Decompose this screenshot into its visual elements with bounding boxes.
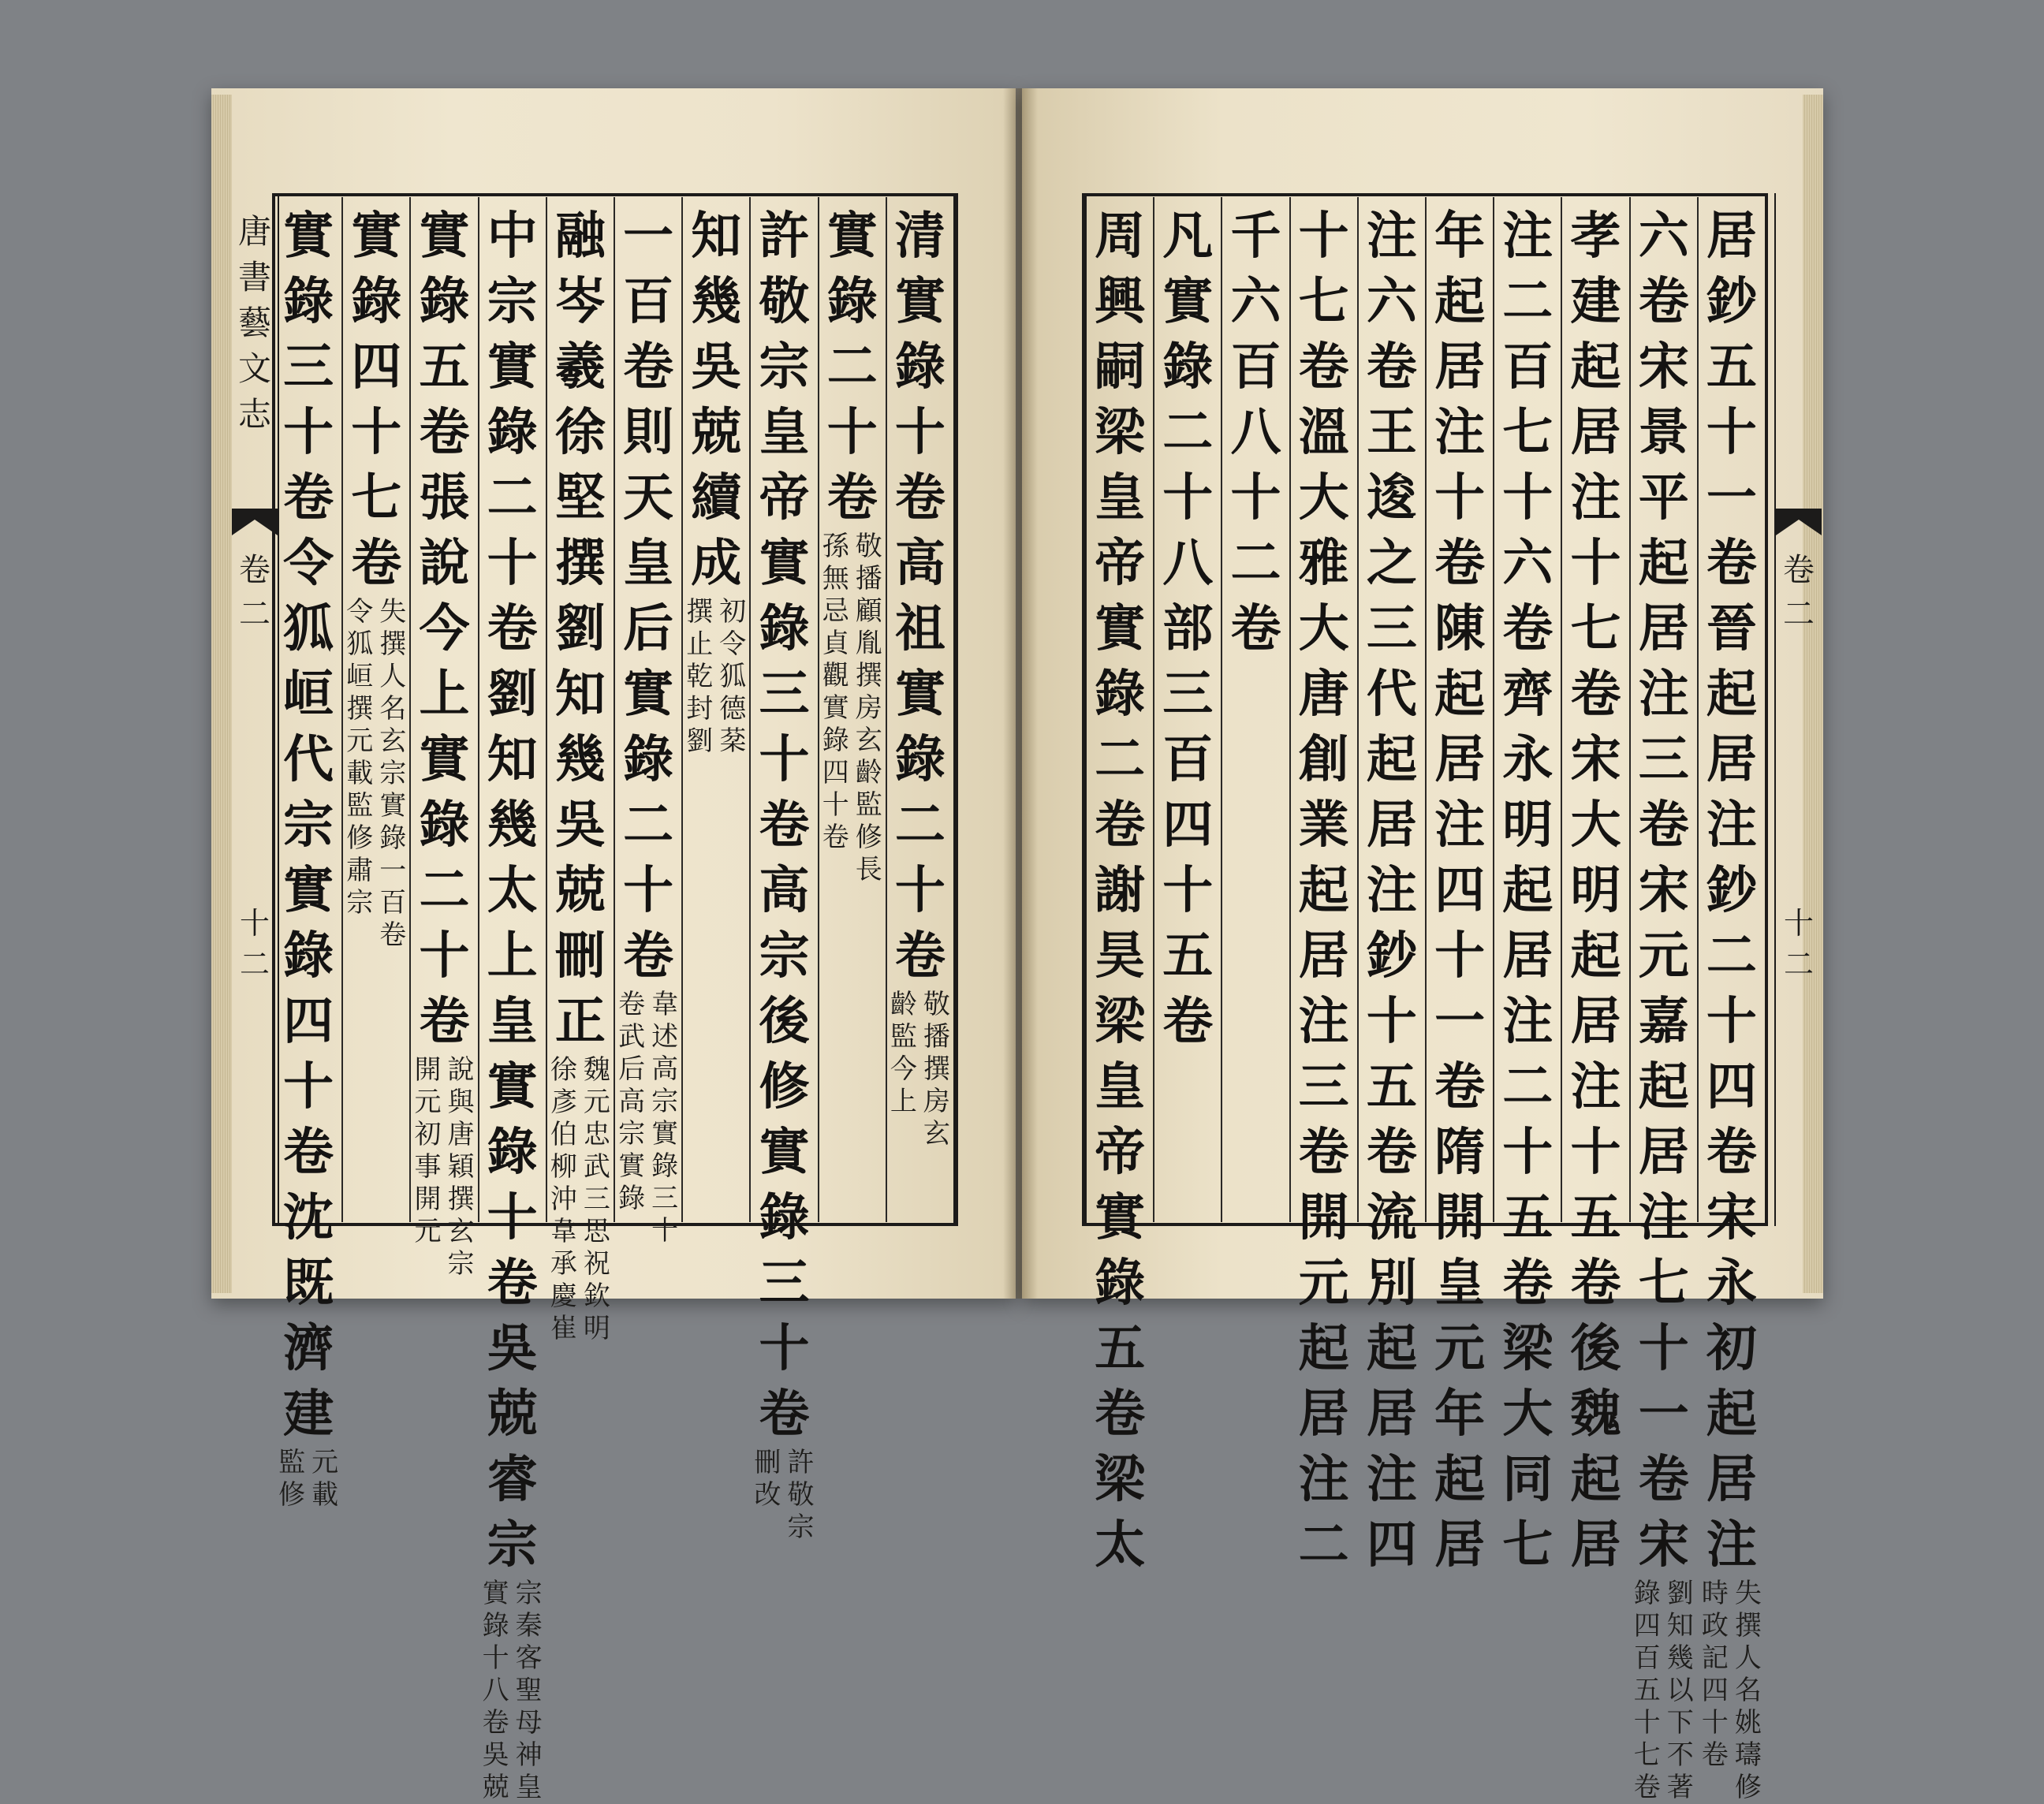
fishtail-mark — [1776, 509, 1822, 535]
left-column-6: 融 岑 羲 徐 堅 撰 劉 知 幾 吳 兢 刪 正 魏 元 忠 武 三 思 祝 欽 明 徐 彥 伯 柳 沖 韋 承 慶 崔 — [546, 197, 614, 1222]
left-annotation-1: 敬 播 撰 房 玄 齡 監 今 上 — [890, 989, 950, 1150]
left-annotation-2: 敬 播 顧 胤 撰 房 玄 齡 監 修 長 孫 無 忌 貞 觀 實 錄 四 十 卷 — [822, 531, 882, 885]
margin-volume: 卷 二 — [1783, 552, 1815, 632]
right-column-6: 注 六 卷 王 逡 之 三 代 起 居 注 鈔 十 五 卷 流 別 起 居 注 四 — [1357, 197, 1425, 1222]
right-column-5: 年 起 居 注 十 卷 陳 起 居 注 四 十 一 卷 隋 開 皇 元 年 起 居 — [1425, 197, 1493, 1222]
right-column-10: 周 興 嗣 梁 皇 帝 實 錄 二 卷 謝 昊 梁 皇 帝 實 錄 五 卷 梁 太 — [1095, 207, 1146, 1575]
left-column-2: 實 錄 二 十 卷 敬 播 顧 胤 撰 房 玄 齡 監 修 長 孫 無 忌 貞 觀 實 錄 四 十 卷 — [818, 197, 886, 1222]
right-column-2: 六 卷 宋 景 平 起 居 注 三 卷 宋 元 嘉 起 居 注 七 十 一 卷 宋 劉 知 幾 以 下 不 著 錄 四 百 五 十 七 卷 — [1629, 197, 1697, 1222]
right-column-3: 孝 建 起 居 注 十 七 卷 宋 大 明 起 居 注 十 五 卷 後 魏 起 居 — [1561, 197, 1628, 1222]
left-annotation-10: 元 載 監 修 — [278, 1447, 339, 1511]
margin-page-number: 十 二 — [1783, 906, 1814, 982]
left-column-4: 知 幾 吳 兢 續 成 初 令 狐 德 棻 撰 止 乾 封 劉 — [681, 197, 749, 1222]
left-column-3: 許 敬 宗 皇 帝 實 錄 三 十 卷 高 宗 後 修 實 錄 三 十 卷 許 敬 宗 刪 改 — [749, 197, 817, 1222]
left-annotation-7: 宗 秦 客 聖 母 神 皇 實 錄 十 八 卷 吳 兢 — [482, 1578, 543, 1803]
right-column-7: 十 七 卷 溫 大 雅 大 唐 創 業 起 居 注 三 卷 開 元 起 居 注 二 — [1289, 197, 1357, 1222]
right-column-9: 凡 實 錄 二 十 八 部 三 百 四 十 五 卷 — [1153, 197, 1221, 1222]
right-page-text — [1087, 197, 1765, 1803]
left-annotation-3: 許 敬 宗 刪 改 — [754, 1447, 815, 1543]
margin-volume: 卷 二 — [239, 552, 270, 632]
right-fold-margin — [1774, 193, 1823, 1226]
book-gutter — [1003, 88, 1038, 1299]
margin-title: 唐 書 藝 文 志 — [237, 212, 271, 434]
left-annotation-6: 魏 元 忠 武 三 思 祝 欽 明 徐 彥 伯 柳 沖 韋 承 慶 崔 — [550, 1054, 610, 1344]
left-column-5: 一 百 卷 則 天 皇 后 實 錄 二 十 卷 韋 述 高 宗 實 錄 三 十 卷 武 后 高 宗 實 錄 — [614, 197, 681, 1222]
left-column-9: 實 錄 四 十 七 卷 失 撰 人 名 玄 宗 實 錄 一 百 卷 令 狐 峘 撰 元 載 監 修 肅 宗 — [341, 197, 409, 1222]
right-annotation-1: 失 撰 人 名 姚 璹 修 時 政 記 四 十 卷 — [1701, 1578, 1762, 1803]
left-page-edges — [211, 95, 232, 1293]
left-column-8: 實 錄 五 卷 張 說 今 上 實 錄 二 十 卷 說 與 唐 穎 撰 玄 宗 開 元 初 事 開 元 — [409, 197, 477, 1222]
margin-page-number: 十 二 — [239, 906, 270, 982]
right-column-8: 千 六 百 八 十 二 卷 — [1221, 197, 1289, 1222]
left-column-10: 實 錄 三 十 卷 令 狐 峘 代 宗 實 錄 四 十 卷 沈 既 濟 建 元 載 監 修 — [275, 197, 341, 1222]
left-column-7: 中 宗 實 錄 二 十 卷 劉 知 幾 太 上 皇 實 錄 十 卷 吳 兢 睿 宗 宗 秦 客 聖 母 神 皇 實 錄 十 八 卷 吳 兢 — [478, 197, 546, 1222]
left-annotation-4: 初 令 狐 德 棻 撰 止 乾 封 劉 — [686, 596, 747, 757]
right-annotation-2: 劉 知 幾 以 下 不 著 錄 四 百 五 十 七 卷 — [1633, 1578, 1694, 1803]
left-annotation-8: 說 與 唐 穎 撰 玄 宗 開 元 初 事 開 元 — [414, 1054, 475, 1280]
left-annotation-5: 韋 述 高 宗 實 錄 三 十 卷 武 后 高 宗 實 錄 — [618, 989, 679, 1247]
left-column-1: 清 實 錄 十 卷 高 祖 實 錄 二 十 卷 敬 播 撰 房 玄 齡 監 今 上 — [886, 197, 953, 1222]
left-annotation-9: 失 撰 人 名 玄 宗 實 錄 一 百 卷 令 狐 峘 撰 元 載 監 修 肅 宗 — [346, 596, 407, 951]
right-column-1: 居 鈔 五 十 一 卷 晉 起 居 注 鈔 二 十 四 卷 宋 永 初 起 居 注 失 撰 人 名 姚 璹 修 時 政 記 四 十 卷 — [1697, 197, 1765, 1222]
left-page-text — [275, 197, 953, 1803]
right-column-4: 注 二 百 七 十 六 卷 齊 永 明 起 居 注 二 十 五 卷 梁 大 同 七 — [1493, 197, 1561, 1222]
fishtail-mark — [232, 509, 278, 535]
